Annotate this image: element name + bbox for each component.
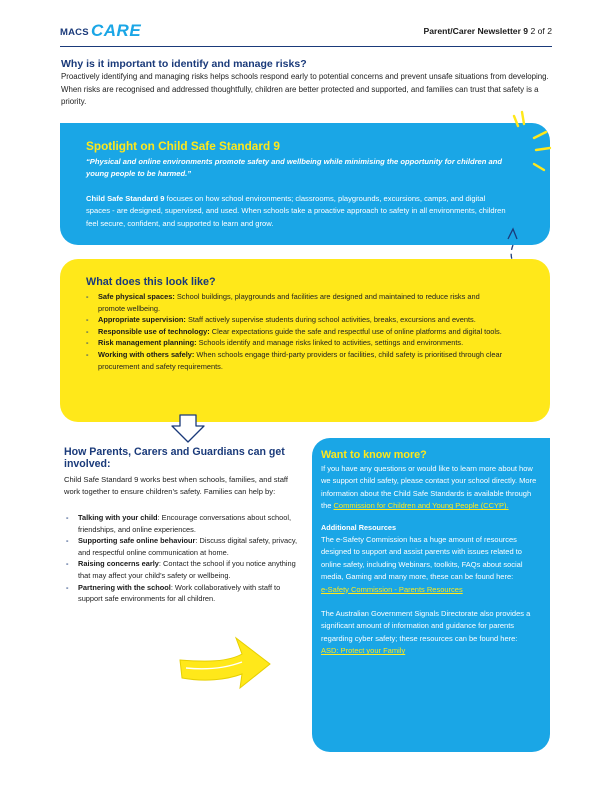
esafety-paragraph: The e-Safety Commission has a huge amount of resources designed to support and assist parents with issues related to online safety, including Webinars, toolkits, FAQs about social media, Gaming and many more, these can be found here:: [321, 535, 523, 582]
item-title: Supporting safe online behaviour: [78, 536, 196, 546]
item-text: Clear expectations guide the safe and respectful use of online platforms and digital tools.: [209, 326, 502, 336]
item-text: Staff actively supervise students during school activities, breaks, excursions and events.: [185, 315, 476, 325]
look-like-item: [86, 326, 506, 338]
parents-item: [64, 558, 304, 581]
sunburst-doodle-icon: [500, 110, 560, 190]
asd-paragraph: The Australian Government Signals Directorate also provides a significant amount of information and guidance for parents regarding cyber safety; these resources can be found here:: [321, 609, 531, 643]
page-number: 2 of 2: [530, 26, 552, 36]
logo-care-text: CARE: [91, 21, 142, 40]
parents-item: [64, 535, 304, 558]
intro-body: Proactively identifying and managing risks helps schools respond early to potential concerns and prevent unsafe situations from developing. When risks are recognised and addressed thoughtfully, children are better protected and supported, and families can trust that safety is a priority.: [61, 72, 549, 107]
parents-heading: How Parents, Carers and Guardians can get involved:: [64, 446, 285, 470]
item-title: Talking with your child: [78, 513, 158, 522]
item-text: : Work collaboratively with staff to support safe environments for all children.: [78, 582, 281, 604]
want-more-paragraph: [321, 463, 543, 513]
look-like-item: [86, 314, 506, 326]
newsletter-title: Parent/Carer Newsletter 9: [423, 26, 529, 36]
item-text: : Discuss digital safety, privacy, and respectful online communication at home.: [78, 536, 298, 557]
item-title: Safe physical spaces:: [98, 292, 175, 301]
item-text: : Contact the school if you notice anything that may affect your child’s safety or wellbeing.: [78, 559, 296, 580]
right-arrow-yellow-icon: [176, 624, 276, 694]
down-arrow-outline-icon: [170, 414, 206, 444]
look-like-item: [86, 291, 506, 314]
additional-resources-heading: Additional Resources: [321, 522, 397, 532]
item-title: Raising concerns early: [78, 559, 159, 569]
spotlight-body: [86, 193, 506, 230]
header-divider: [60, 46, 552, 47]
want-more-body: [321, 463, 543, 658]
look-like-list: [86, 291, 506, 372]
item-text: When schools engage third-party providers or facilities, child safety is prioritised through clear procurement and safety requirements.: [98, 349, 503, 371]
asd-link[interactable]: ASD: Protect your Family: [321, 646, 406, 656]
item-text: : Encourage conversations about school, friendships, and online experiences.: [78, 513, 292, 534]
parents-item: [64, 582, 304, 605]
item-text: Schools identify and manage risks linked to activities, settings and environments.: [196, 338, 464, 348]
look-like-item: [86, 349, 506, 372]
want-more-heading: Want to know more?: [321, 449, 427, 461]
parents-list: [64, 512, 304, 605]
logo-macs-text: MACS: [60, 27, 89, 38]
look-like-heading: What does this look like?: [86, 276, 216, 288]
item-title: Risk management planning:: [98, 338, 197, 348]
parents-body: Child Safe Standard 9 works best when schools, families, and staff work together to ensure children’s safety. Families can help by:: [64, 475, 288, 497]
parents-item: [64, 512, 304, 535]
intro-heading: Why is it important to identify and manage risks?: [61, 58, 307, 70]
ccyp-link[interactable]: Commission for Children and Young People (CCYP).: [333, 501, 509, 511]
item-title: Partnering with the school: [78, 582, 171, 592]
want-more-text: If you have any questions or would like to learn more about how we support child safety, please contact your school directly. More information about the Child Safe Standards is available through the: [321, 464, 537, 511]
item-title: Responsible use of technology:: [98, 326, 210, 336]
spotlight-body-bold: Child Safe Standard 9: [86, 194, 165, 203]
spotlight-body-text: focuses on how school environments; classrooms, playgrounds, excursions, camps, and digital spaces - are designed, supervised, and used. When schools take a proactive approach to safety in all environments, children feel secure, confident, and supported to learn and grow.: [86, 194, 506, 228]
newsletter-header: [423, 26, 552, 36]
spotlight-quote: “Physical and online environments promote safety and wellbeing while minimising the opportunity for children and young people to be harmed.”: [86, 157, 503, 179]
item-text: School buildings, playgrounds and facilities are designed and maintained to reduce risks and promote wellbeing.: [98, 292, 480, 313]
look-like-item: [86, 337, 506, 349]
item-title: Appropriate supervision:: [98, 315, 186, 325]
esafety-link[interactable]: e-Safety Commission - Parents Resources: [321, 584, 463, 594]
item-title: Working with others safely:: [98, 349, 195, 359]
spotlight-heading: Spotlight on Child Safe Standard 9: [86, 139, 280, 153]
